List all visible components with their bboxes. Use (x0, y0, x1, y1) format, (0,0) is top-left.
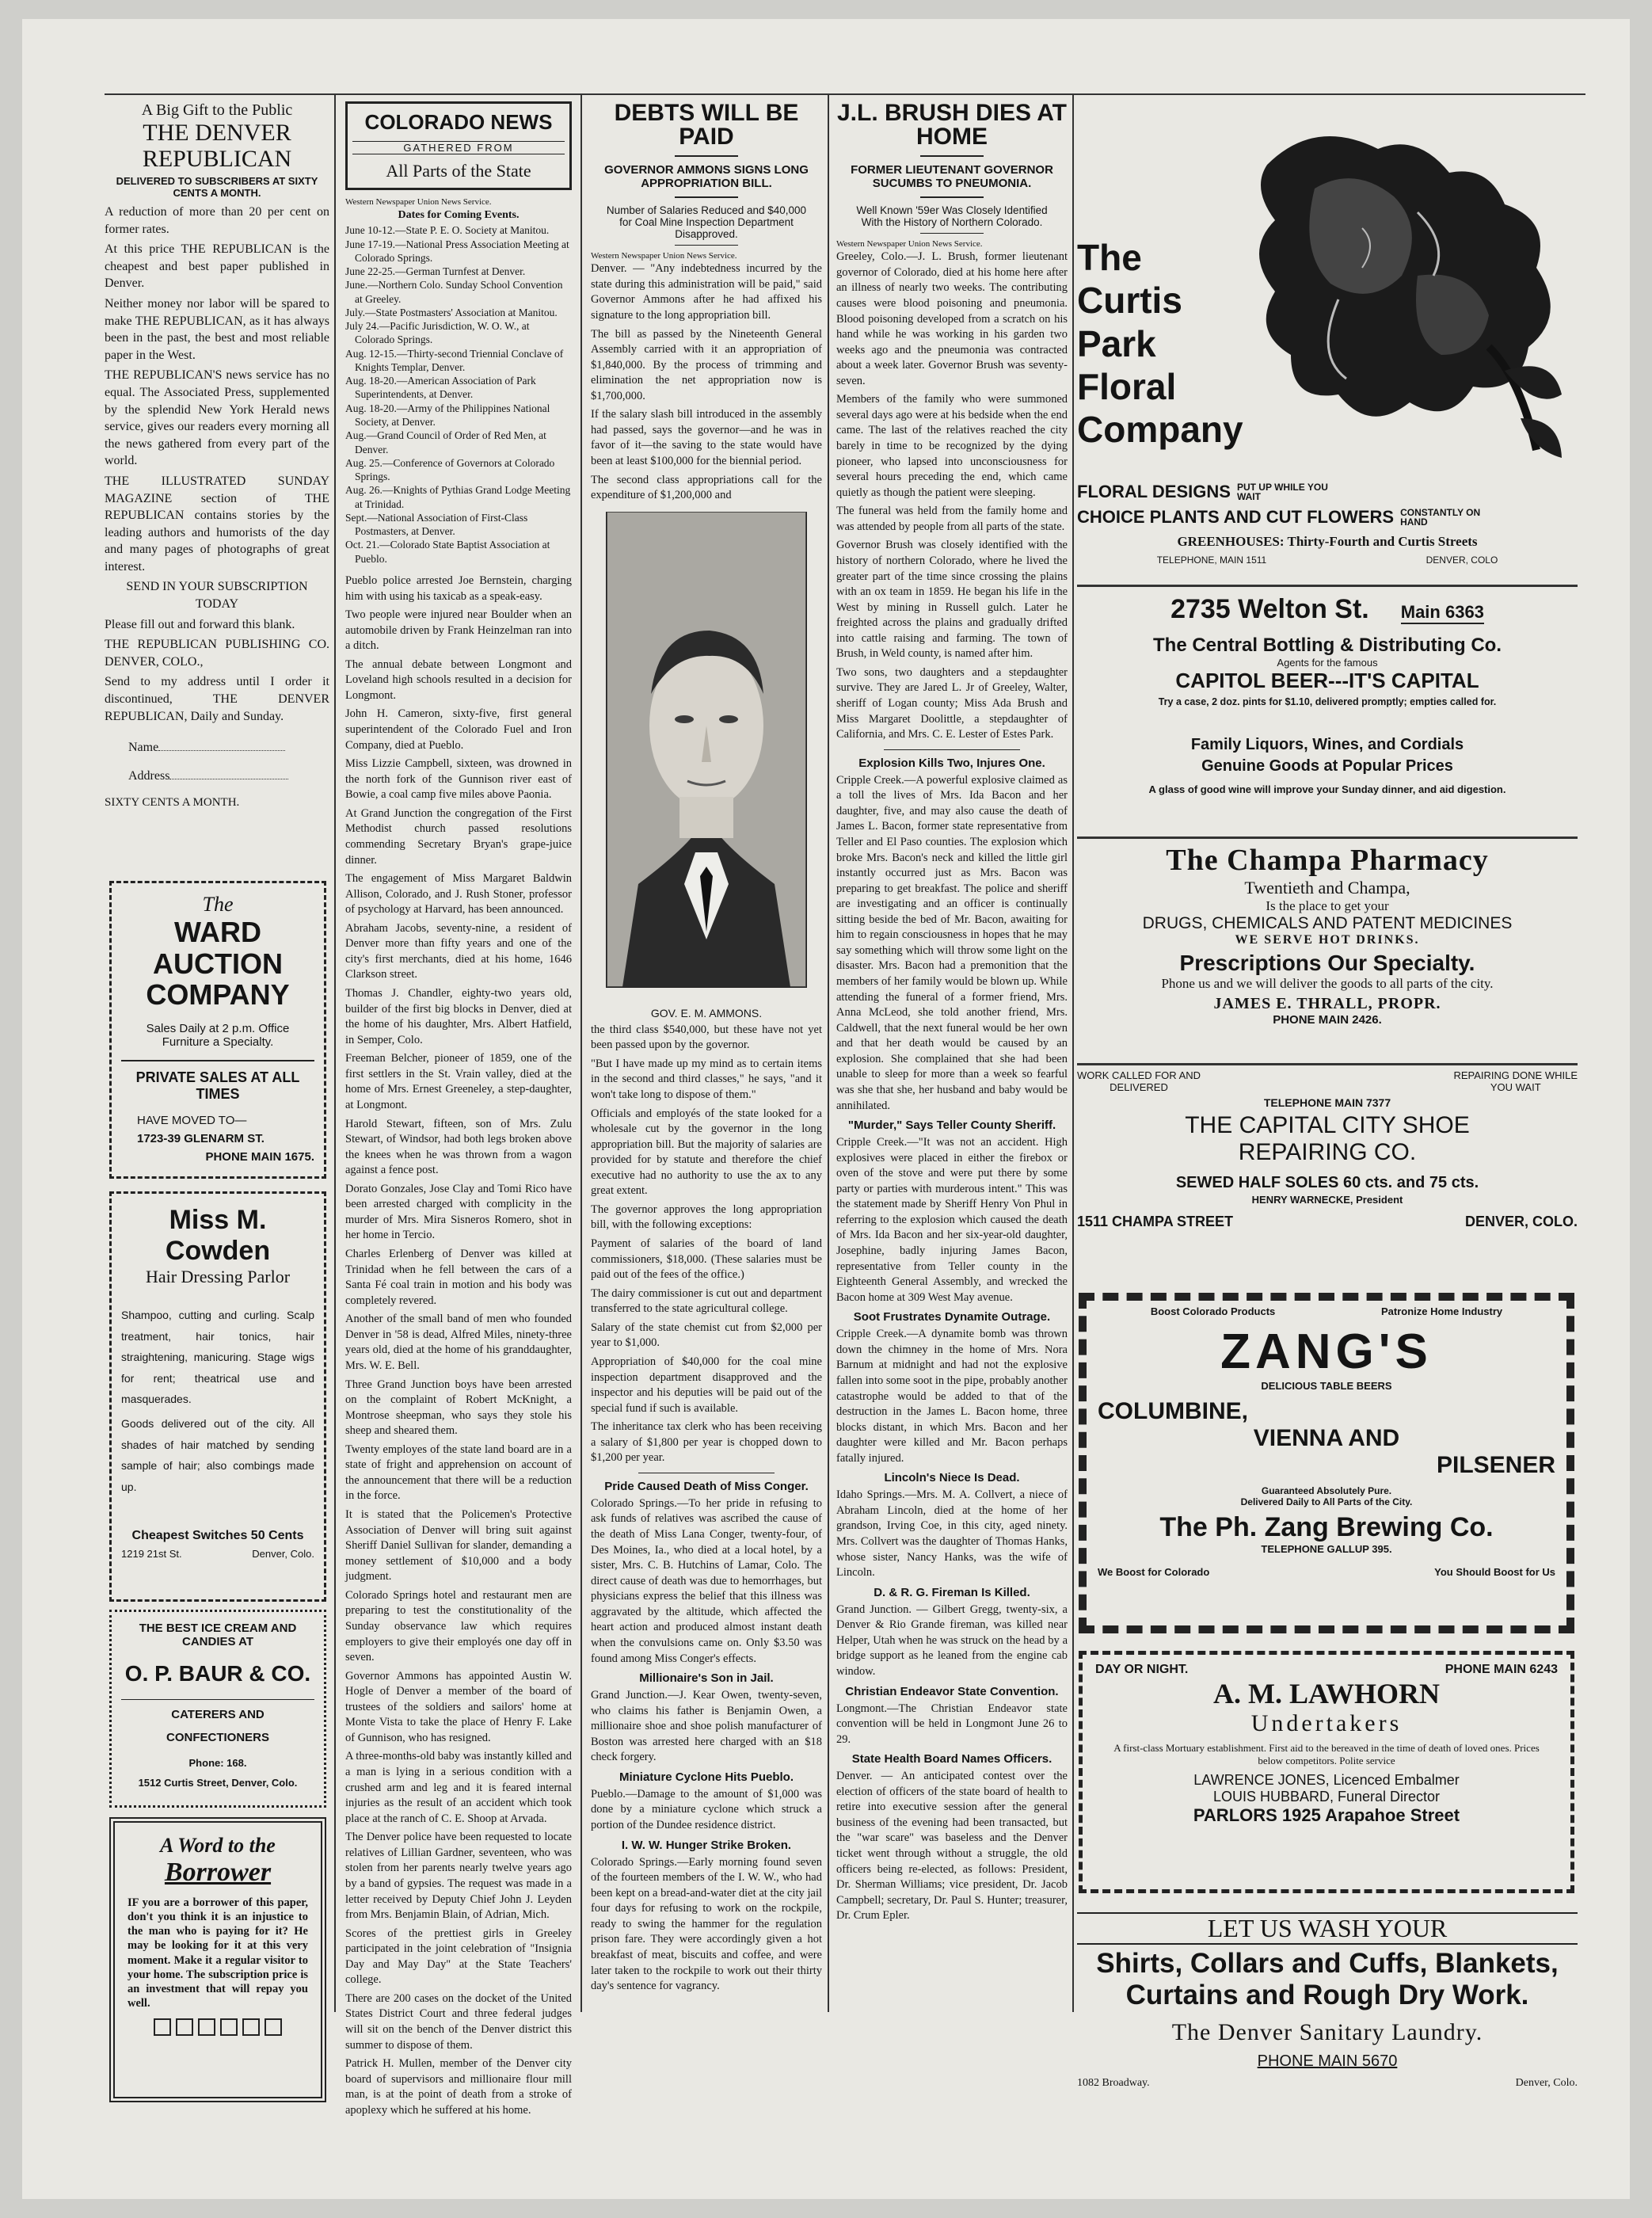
paragraph: If the salary slash bill introduced in the assembly had passed, says the governor—and he was in favor of it—the saving to the state would have been at least $100,000 for the biennial period. (591, 408, 822, 468)
paragraph: The funeral was held from the family home and was attended by people from all parts of the state. (836, 505, 1068, 533)
event-date-item: July.—State Postmasters' Association at Manitou. (345, 306, 558, 318)
paragraph: Two sons, two daughters and a stepdaughter survive. They are Jared L. Jr of Greeley, Walter, sheriff of Logan county; Miss Ada Brush and Miss Margaret Doolittle, a stepdaughter of California, and Mrs. C. E. Lester of Estes Park. (836, 665, 1068, 741)
laundry-line: Curtains and Rough Dry Work. (1125, 1980, 1529, 2010)
baur-top: THE BEST ICE CREAM AND CANDIES AT (139, 1622, 297, 1648)
ward-auction-ad (109, 881, 326, 1179)
story-body: Cripple Creek.—"It was not an accident. High explosives were placed in either the firebox or oven of the stove and were put there by some party or parties with murderous intent." This was the statement made by Sheriff Henry Von Phul in referring to the explosion which caused the death of Mrs. Ida Bacon and her six-year-old daughter, Josephine, badly injuring James Bacon, representative from Teller county in the Eighteenth General Assembly, and wrecked the Bacon home at 309 West May avenue. (836, 1136, 1068, 1304)
paragraph: Charles Erlenberg of Denver was killed at Trinidad when he fell between the cars of a Santa Fé coal train in motion and his body was completely revered. (345, 1248, 572, 1307)
lawhorn-ad (1079, 1651, 1574, 1893)
event-date-item: June.—Northern Colo. Sunday School Convention at Greeley. (345, 279, 563, 305)
paragraph: The governor approves the long appropriation bill, with the following exceptions: (591, 1202, 822, 1232)
republican-paragraph: A reduction of more than 20 per cent on former rates. (105, 205, 329, 236)
story-body: Pueblo.—Damage to the amount of $1,000 was done by a miniature cyclone which struck a portion of the Dundee residence district. (591, 1787, 822, 1832)
baur-phone: Phone: 168. (188, 1757, 247, 1769)
laundry-phone: PHONE MAIN 5670 (1257, 2052, 1398, 2070)
event-date-item: Aug. 12-15.—Thirty-second Triennial Conclave of Knights Templar, Denver. (345, 347, 564, 373)
brush-title: J.L. BRUSH DIES AT HOME (836, 100, 1068, 150)
paragraph: Miss Lizzie Campbell, sixteen, was drowned in the north fork of the Gunnison river east of Bowie, a coal camp five miles above Paonia. (345, 757, 572, 802)
republican-price: SIXTY CENTS A MONTH. (105, 796, 240, 810)
column-4 (836, 101, 1068, 1927)
paragraph: "But I have made up my mind as to certain items in the second and third classes," he says, "and it won't take long to dispose of them." (591, 1057, 822, 1101)
ward-line: HAVE MOVED TO— (137, 1113, 247, 1127)
story-headline: I. W. W. Hunger Strike Broken. (621, 1838, 792, 1852)
zang-company: The Ph. Zang Brewing Co. (1159, 1512, 1494, 1542)
paragraph: Two people were injured near Boulder when an automobile driven by Frank Heinzelman ran into a ditch. (345, 608, 572, 653)
bottling-offer: Try a case, 2 doz. pints for $1.10, delivered promptly; empties called for. (1158, 696, 1497, 707)
name-field[interactable]: Name (128, 741, 329, 755)
story-body: Colorado Springs.—To her pride in refusing to ask funds of relatives was ascribed the cause of the death of Miss Lana Conger, twenty-four, of Des Moines, Ia., who died at a local hotel, by a sister, Mrs. C. B. Hutchins of Lamar, Colo. The direct cause of death was due to hemorrhages, but physicians express the belief that this illness was aggravated by the altitude, which affected the heart action and produced almost instant death when the convulsions came on. Only $3.50 was found among Miss Conger's effects. (591, 1496, 822, 1665)
cowden-body: Goods delivered out of the city. All shades of hair matched by sending sample of hair; also combings made up. (121, 1416, 314, 1493)
event-date-item: June 22-25.—German Turnfest at Denver. (345, 265, 526, 278)
cowden-body: Shampoo, cutting and curling. Scalp treatment, hair tonics, hair straightening, manicuring. Stage wigs for rent; theatrical use and masquerades. (121, 1309, 314, 1406)
paragraph: Appropriation of $40,000 for the coal mine inspection department disapproved and the inspector and his deputies will be paid out of the special fund if such is available. (591, 1355, 822, 1415)
top-rule (105, 93, 1585, 95)
ammons-portrait (591, 512, 822, 1019)
debts-sub: GOVERNOR AMMONS SIGNS LONG APPROPRIATION BILL. (604, 163, 809, 190)
baur-ad (109, 1610, 326, 1808)
ward-line: PRIVATE SALES AT ALL TIMES (121, 1060, 314, 1103)
story-body: Cripple Creek.—A powerful explosive claimed as a toll the lives of Mrs. Ida Bacon and her daughter, five, and may also cause the death of James L. Bacon, former state representative from Teller and El Paso counties. The explosion which broke Mrs. Bacon's neck and killed the little girl instantly occurred just as Mrs. Bacon was preparing to get breakfast. The police and sheriff are investigating and an officer is continually sitting beside the bed of Mr. Bacon, awaiting for him to regain consciousness in hopes that he may say something which will throw some light on the disaster. Mrs. Bacon had a premonition that the members of her family would be blown up. While attending the funeral of a former friend, Mrs. Anna McLeod, she told another friend, Mrs. Caldwell, that the next funeral would be her own and that her death would be caused by an explosion. She complained that she had been unable to sleep for more than a week so fearful was she that she, her husband and baby would be annihilated. (836, 773, 1068, 1112)
zang-beer: PILSENER (1436, 1452, 1555, 1478)
curtis-details: FLORAL DESIGNS PUT UP WHILE YOU WAIT CHOICE PLANTS AND CUT FLOWERS CONSTANTLY ON HAND GREENHOUSES: Thirty-Fourth and Curtis Streets TELEPHONE, MAIN 1511 DENVER, COLO (1077, 482, 1498, 566)
paragraph: Abraham Jacobs, seventy-nine, a resident of Denver more than fifty years and one of the city's first merchants, died at his home, 1646 Clarkson street. (345, 921, 572, 981)
paragraph: Three Grand Junction boys have been arrested on the complaint of Robert McKnight, a Montrose sheepman, who says they stole his sheep and sheared them. (345, 1378, 572, 1438)
paragraph: A three-months-old baby was instantly killed and a man is lying in a serious condition with a crushed arm and leg and it is feared internal injuries as the result of an accident which took place at the ranch of C. E. Shoop at Arvada. (345, 1750, 572, 1825)
lawhorn-line: LAWRENCE JONES, Licenced Embalmer (1193, 1772, 1460, 1788)
debts-paragraphs-2 (591, 1023, 822, 1466)
column-rule (1072, 95, 1074, 2012)
curtis-floral-ad (1077, 117, 1578, 581)
event-date-item: Aug. 18-20.—Army of the Philippines National Society, at Denver. (345, 402, 550, 429)
republican-paragraph: THE ILLUSTRATED SUNDAY MAGAZINE section of THE REPUBLICAN contains stories by the leading authors and humorists of the day and many pages of photographs of great interest. (105, 474, 329, 574)
column-3 (591, 101, 822, 1998)
news-service: Western Newspaper Union News Service. (591, 251, 737, 261)
bottling-line: Family Liquors, Wines, and Cordials (1190, 736, 1464, 753)
story-headline: Lincoln's Niece Is Dead. (884, 1471, 1020, 1485)
champa-line: Is the place to get your (1266, 898, 1389, 913)
zang-top: Boost Colorado Products Patronize Home Industry (1150, 1305, 1503, 1317)
event-date-item: Aug. 18-20.—American Association of Park Superintendents, at Denver. (345, 375, 536, 401)
event-date-item: Sept.—National Association of First-Class Postmasters, at Denver. (345, 511, 528, 538)
republican-paragraph: SEND IN YOUR SUBSCRIPTION TODAY (126, 580, 308, 612)
paragraph: Greeley, Colo.—J. L. Brush, former lieutenant governor of Colorado, died at his home here after an illness of nearly two weeks. The contributing causes were blood poisoning and pneumonia. Blood poisoning developed from a scratch on his hand while he was working in his garden two weeks ago and the pneumonia was contracted about a week later. Governor Brush was seventy-seven. (836, 250, 1068, 387)
cowden-sub: Hair Dressing Parlor (145, 1267, 291, 1286)
borrower-title: Borrower (164, 1858, 272, 1887)
bottling-line: A glass of good wine will improve your Sunday dinner, and aid digestion. (1148, 783, 1506, 795)
lawhorn-sub: Undertakers (1250, 1710, 1403, 1736)
story-headline: State Health Board Names Officers. (851, 1752, 1052, 1766)
shoe-president: HENRY WARNECKE, President (1251, 1194, 1403, 1206)
borrower-title: A Word to the (160, 1834, 276, 1857)
zang-phone: TELEPHONE GALLUP 395. (1261, 1543, 1392, 1555)
lawhorn-line: PARLORS 1925 Arapahoe Street (1193, 1805, 1460, 1825)
shoe-soles: SEWED HALF SOLES 60 cts. and 75 cts. (1175, 1174, 1479, 1191)
event-date-item: Oct. 21.—Colorado State Baptist Association at Pueblo. (345, 539, 550, 565)
address-field[interactable]: Address (128, 769, 329, 783)
shoe-name: THE CAPITAL CITY SHOE (1185, 1112, 1470, 1138)
ammons-photo (591, 512, 822, 1003)
story-headline: Soot Frustrates Dynamite Outrage. (853, 1310, 1051, 1324)
ward-line: Sales Daily at 2 p.m. Office Furniture a Specialty. (146, 1021, 290, 1049)
paragraph: The inheritance tax clerk who has been receiving a salary of $1,800 per year is chopped down to $1,200 per year. (591, 1420, 822, 1465)
bottling-name: The Central Bottling & Distributing Co. (1153, 635, 1502, 656)
dates-head: Dates for Coming Events. (398, 209, 520, 222)
baur-address: 1512 Curtis Street, Denver, Colo. (138, 1777, 298, 1789)
brush-paragraphs (836, 250, 1068, 742)
story-headline: Christian Endeavor State Convention. (845, 1684, 1059, 1698)
photo-caption: GOV. E. M. AMMONS. (650, 1006, 763, 1019)
paragraph: There are 200 cases on the docket of the United States District Court and three federal judges will sit on the bench of the Denver district this summer to dispose of them. (345, 1991, 572, 2052)
cowden-address: 1219 21st St. Denver, Colo. (121, 1548, 314, 1561)
paragraph: Scores of the prettiest girls in Greeley participated in the joint celebration of "Insignia Day and May Day" at the State Teachers' college. (345, 1926, 572, 1987)
bottling-address: 2735 Welton St. (1170, 594, 1369, 624)
cowden-ad (109, 1191, 326, 1602)
event-date-item: June 10-12.—State P. E. O. Society at Manitou. (345, 224, 550, 237)
event-date-item: July 24.—Pacific Jurisdiction, W. O. W., at Colorado Springs. (345, 320, 530, 346)
column-1 (105, 101, 329, 810)
champa-line: WE SERVE HOT DRINKS. (1235, 933, 1420, 947)
champa-name: The Champa Pharmacy (1166, 844, 1489, 877)
cowden-switches: Cheapest Switches 50 Cents (131, 1529, 304, 1543)
borrower-squares (128, 2018, 308, 2036)
paragraph: Harold Stewart, fifteen, son of Mrs. Zulu Stewart, of Windsor, had both legs broken above the knees when he was thrown from a wagon against a fence post. (345, 1117, 572, 1177)
paragraph: Salary of the state chemist cut from $2,000 per year to $1,000. (591, 1321, 822, 1350)
ward-name: WARD AUCTION COMPANY (146, 916, 290, 1012)
republican-paragraph: Send to my address until I order it discontinued, THE DENVER REPUBLICAN, Daily and Sunday. (105, 675, 329, 723)
laundry-line: LET US WASH YOUR (1077, 1912, 1578, 1945)
republican-intro: A Big Gift to the Public (141, 101, 293, 119)
story-headline: "Murder," Says Teller County Sheriff. (847, 1119, 1056, 1133)
column-rule (828, 95, 829, 2012)
republican-paragraph: At this price THE REPUBLICAN is the cheapest and best paper published in Denver. (105, 242, 329, 291)
paragraph: Another of the small band of men who founded Denver in '58 is dead, Alfred Miles, ninety-three years old, died at the home of his granddaughter, Mrs. W. E. Bell. (345, 1313, 572, 1372)
paragraph: Dorato Gonzales, Jose Clay and Tomi Rico have been arrested charged with complicity in the murder of Mrs. Mira Sisneros Romero, shot in her home in Tercio. (345, 1182, 572, 1242)
paragraph: the third class $540,000, but these have not yet been passed upon by the governor. (591, 1023, 822, 1052)
baur-name: O. P. BAUR & CO. (124, 1661, 311, 1686)
paragraph: John H. Cameron, sixty-five, first general superintendent of the Colorado Fuel and Iron Company, died at Pueblo. (345, 707, 572, 752)
bottling-agents: Agents for the famous (1277, 657, 1378, 669)
laundry-line: The Denver Sanitary Laundry. (1171, 2019, 1483, 2045)
colorado-news-title: COLORADO NEWS (364, 110, 553, 134)
debts-paragraphs (591, 261, 822, 503)
event-date-item: Aug. 25.—Conference of Governors at Colorado Springs. (345, 456, 555, 483)
champa-line: Phone us and we will deliver the goods to all parts of the city. (1161, 976, 1494, 991)
bottling-line: Genuine Goods at Popular Prices (1201, 757, 1453, 775)
zang-beer: COLUMBINE, (1098, 1398, 1248, 1424)
news-service: Western Newspaper Union News Service. (836, 239, 983, 249)
colorado-news-header (345, 101, 572, 190)
news-service: Western Newspaper Union News Service. (345, 197, 492, 207)
lawhorn-top: DAY OR NIGHT. PHONE MAIN 6243 (1095, 1663, 1558, 1676)
paragraph: Payment of salaries of the board of land commissioners, $18,000. (These salaries must be paid out of the fees of the office.) (591, 1237, 822, 1282)
paragraph: Officials and employés of the state looked for a wholesale cut by the governor in the long appropriation bill. But the majority of salaries are provided for by statute and therefore the chief executive had no authority to use the ax to any great extent. (591, 1107, 822, 1198)
bottling-phone: Main 6363 (1401, 602, 1484, 624)
paragraph: Patrick H. Mullen, member of the Denver city board of supervisors and millionaire flour mill man, is at the point of death from a stroke of apoplexy which he suffered at his home. (345, 2057, 572, 2117)
story-body: Denver. — An anticipated contest over the election of officers of the state board of health to retire into executive session after the general business of the evening had been transacted, but the "war scare" was baseless and the Denver ticket went through without a struggle, the old officers being re-elected, as follows: President, Dr. Sherman Williams; vice president, Dr. Jacob Campbell; secretary, Dr. Paul S. Hunter; treasurer, Dr. Crum Epler. (836, 1770, 1068, 1923)
ward-the: The (202, 893, 234, 916)
brush-sub: FORMER LIEUTENANT GOVERNOR SUCUMBS TO PNEUMONIA. (851, 163, 1053, 190)
paragraph: The Denver police have been requested to locate relatives of Lillian Gardner, seventeen, who was stolen from her parents nearly twelve years ago by a band of gypsies. The request was made in a letter received by Deputy Chief John J. Leyden from Mrs. Benjamin Blain, of Adrian, Mich. (345, 1831, 572, 1922)
ward-line: 1723-39 GLENARM ST. (137, 1131, 265, 1145)
story-headline: Miniature Cyclone Hits Pueblo. (619, 1770, 794, 1784)
shoe-ad (1077, 1069, 1578, 1299)
bottling-beer: CAPITOL BEER---IT'S CAPITAL (1175, 669, 1479, 692)
champa-line: JAMES E. THRALL, PROPR. (1213, 995, 1441, 1012)
zang-beer: VIENNA AND (1253, 1425, 1400, 1451)
champa-ad (1077, 843, 1578, 1057)
story-body: Longmont.—The Christian Endeavor state convention will be held in Longmont June 26 to 29. (836, 1702, 1068, 1746)
paragraph: Freeman Belcher, pioneer of 1859, one of the first settlers in the St. Vrain valley, died at the home of Mrs. Ernest Greeneley, a step-daughter, at Longmont. (345, 1052, 572, 1111)
story-body: Grand Junction. — Gilbert Gregg, twenty-six, a Denver & Rio Grande fireman, was killed near Helper, Utah when he was struck on the head by a bridge support as he leaned from the engine cab window. (836, 1603, 1068, 1678)
paragraph: Governor Brush was closely identified with the history of northern Colorado, where he lived the greater part of the time since crossing the plains with an ox team in 1859. He began his life in the West by mining in Russell gulch. Later he freighted across the plains and gradually drifted into cattle raising and farming. The town of Brush, in Weld county, is named after him. (836, 539, 1068, 661)
debts-deck: Number of Salaries Reduced and $40,000 for Coal Mine Inspection Department Disapproved. (606, 204, 807, 240)
laundry-line: Shirts, Collars and Cuffs, Blankets, (1096, 1948, 1559, 1979)
baur-line: CATERERS AND (121, 1699, 314, 1721)
paragraph: The engagement of Miss Margaret Baldwin Allison, Colorado, and J. Rush Stoner, professor of psychology at Harvard, has been announced. (345, 872, 572, 917)
story-body: Colorado Springs.—Early morning found seven of the fourteen members of the I. W. W., who had been kept on a bread-and-water diet at the city jail four days for refusing to work on the rockpile, ready to swing the hammer for the regulation prison fare. They were accordingly given a hot breakfast of meat, biscuits and coffee, and were later taken to the rockpile to work out their thirty day's sentence for vagrancy. (591, 1855, 822, 1993)
story-body: Grand Junction.—J. Kear Owen, twenty-seven, who claims his father is Benjamin Owen, a millionaire shoe and shoe polish manufacturer of Boston was arrested here charged with an $18 check forgery. (591, 1689, 822, 1764)
bottling-ad (1077, 594, 1578, 832)
baur-line: CONFECTIONERS (166, 1731, 269, 1744)
zang-guarantee: Guaranteed Absolutely Pure. (1261, 1485, 1392, 1496)
republican-title: THE DENVER REPUBLICAN (142, 120, 292, 172)
paragraph: Twenty employes of the state land board are in a state of fright and apprehension on account of the announcement that there will be a reduction in the force. (345, 1442, 572, 1503)
story-headline: Millionaire's Son in Jail. (639, 1671, 774, 1686)
brush-deck: Well Known '59er Was Closely Identified With the History of Northern Colorado. (856, 204, 1048, 228)
republican-paragraph: THE REPUBLICAN PUBLISHING CO. DENVER, COLO., (105, 638, 329, 669)
debts-title: DEBTS WILL BE PAID (614, 100, 799, 150)
laundry-ad (1077, 1912, 1578, 2142)
zang-bottom: We Boost for Colorado You Should Boost for Us (1098, 1566, 1555, 1578)
newspaper-page (22, 19, 1630, 2199)
paragraph: It is stated that the Policemen's Protective Association of Denver will bring suit against Sheriff Daniel Sullivan for slander, demanding a money settlement of $10,000 and a body judgment. (345, 1508, 572, 1583)
paragraph: Governor Ammons has appointed Austin W. Hogle of Denver a member of the board of trustees of the soldiers and sailors' home at Monte Vista to take the place of Henry F. Lake of Gunnison, who has resigned. (345, 1669, 572, 1744)
paragraph: The bill as passed by the Nineteenth General Assembly carried with it an appropriation of $1,840,000. By the process of trimming and elimination the net appropriation now is $1,700,000. (591, 327, 822, 402)
lawhorn-line: LOUIS HUBBARD, Funeral Director (1212, 1789, 1441, 1805)
paragraph: Thomas J. Chandler, eighty-two years old, builder of the first big blocks in Denver, died at the home of his daughter, Mrs. Albert Hatfield, in Semper, Colo. (345, 987, 572, 1046)
column-2 (345, 101, 572, 2121)
republican-paragraph: Please fill out and forward this blank. (105, 617, 295, 631)
story-body: Cripple Creek.—A dynamite bomb was thrown down the chimney in the home of Mrs. Nora Barnum at midnight and had not the explosive fallen into some soot in the pipe, probably another catastrophe would be added to that of the destruction in the James L. Bacon home, three blocks distant, in which Mrs. Bacon and her daughter were killed and Mr. Bacon perhaps fatally injured. (836, 1328, 1068, 1465)
shoe-phone: TELEPHONE MAIN 7377 (1263, 1096, 1391, 1109)
shoe-address: 1511 CHAMPA STREET DENVER, COLO. (1077, 1214, 1578, 1229)
column-rule (334, 95, 336, 2012)
story-headline: D. & R. G. Fireman Is Killed. (874, 1585, 1030, 1599)
laundry-address: 1082 Broadway. Denver, Colo. (1077, 2077, 1578, 2089)
shoe-top: WORK CALLED FOR AND DELIVERED REPAIRING DONE WHILE YOU WAIT (1077, 1069, 1578, 1093)
paragraph: Denver. — "Any indebtedness incurred by the state during this administration will be paid," said Governor Ammons after he had affixed his signature to the long appropriation bill. (591, 262, 822, 322)
republican-paragraph: Neither money nor labor will be spared to make THE REPUBLICAN, as it has always been in the past, the best and most reliable paper in the West. (105, 296, 329, 362)
paragraph: Colorado Springs hotel and restaurant men are preparing to test the constitutionality of the Sunday observance law which requires employers to give their employés one day off in seven. (345, 1588, 572, 1664)
zang-sub: DELICIOUS TABLE BEERS (1261, 1380, 1392, 1392)
champa-address: Twentieth and Champa, (1244, 878, 1410, 897)
event-date-item: Aug. 26.—Knights of Pythias Grand Lodge Meeting at Trinidad. (345, 484, 571, 510)
story-headline: Explosion Kills Two, Injures One. (858, 756, 1045, 770)
colorado-news-sub2: All Parts of the State (386, 161, 531, 181)
republican-sub: DELIVERED TO SUBSCRIBERS AT SIXTY CENTS A MONTH. (116, 175, 318, 199)
event-date-item: June 17-19.—National Press Association Meeting at Colorado Springs. (345, 238, 569, 264)
lawhorn-name: A. M. LAWHORN (1213, 1678, 1440, 1709)
story-body: Idaho Springs.—Mrs. M. A. Collvert, a niece of Abraham Lincoln, died at the home of her grandson, Irving Coe, in this city, aged ninety. Mrs. Collvert was the daughter of Thomas Hanks, whose sister, Nancy Hanks, was the wife of Lincoln. (836, 1488, 1068, 1580)
colorado-news-sub: GATHERED FROM (352, 141, 565, 154)
paragraph: The second class appropriations call for the expenditure of $1,200,000 and (591, 473, 822, 502)
paragraph: The dairy commissioner is cut out and department transferred to the state agricultural college. (591, 1286, 822, 1316)
shoe-name: REPAIRING CO. (1238, 1139, 1417, 1165)
curtis-name: The Curtis Park Floral Company (1077, 237, 1243, 451)
champa-line: Prescriptions Our Specialty. (1179, 951, 1475, 975)
paragraph: The annual debate between Longmont and Loveland high schools resulted in a decision for Longmont. (345, 657, 572, 702)
event-date-item: Aug.—Grand Council of Order of Red Men, at Denver. (345, 429, 546, 455)
paragraph: Members of the family who were summoned several days ago were at his bedside when the end came. The last of the relatives reached the city barely in time to be recognized by the dying pioneer, who lapsed into unconsciousness for several hours preceding the end, which came quietly as though the patient were sleeping. (836, 393, 1068, 499)
dates-list (345, 223, 572, 566)
zang-ad (1079, 1293, 1574, 1633)
zang-name: ZANG'S (1220, 1324, 1433, 1379)
paragraph: Pueblo police arrested Joe Bernstein, charging him with using his taxicab as a speak-easy. (345, 574, 572, 603)
zang-guarantee: Delivered Daily to All Parts of the City. (1240, 1496, 1413, 1507)
news-paragraphs (345, 574, 572, 2118)
lawhorn-description: A first-class Mortuary establishment. First aid to the bereaved in the time of death of loved ones. Prices below competitors. Polite service (1113, 1742, 1540, 1766)
paragraph: At Grand Junction the congregation of the First Methodist church passed resolutions commending Secretary Bryan's grape-juice dinner. (345, 806, 572, 867)
borrower-body: IF you are a borrower of this paper, don't you think it is an injustice to the man who is paying for it? He may be looking for it at this very moment. Make it a regular visitor to your home. The subscription price is an investment that will repay you well. (128, 1896, 308, 2010)
champa-line: DRUGS, CHEMICALS AND PATENT MEDICINES (1142, 914, 1513, 932)
champa-line: PHONE MAIN 2426. (1273, 1013, 1382, 1027)
borrower-box (109, 1817, 326, 2102)
story-headline: Pride Caused Death of Miss Conger. (604, 1479, 809, 1493)
republican-paragraph: THE REPUBLICAN'S news service has no equal. The Associated Press, supplemented by the splendid New York Herald news service, gives our readers every morning all the news gathered from every part of the world. (105, 368, 329, 468)
ward-line: PHONE MAIN 1675. (205, 1149, 314, 1164)
column-rule (580, 95, 582, 2012)
cowden-name: Miss M. Cowden (165, 1205, 271, 1266)
